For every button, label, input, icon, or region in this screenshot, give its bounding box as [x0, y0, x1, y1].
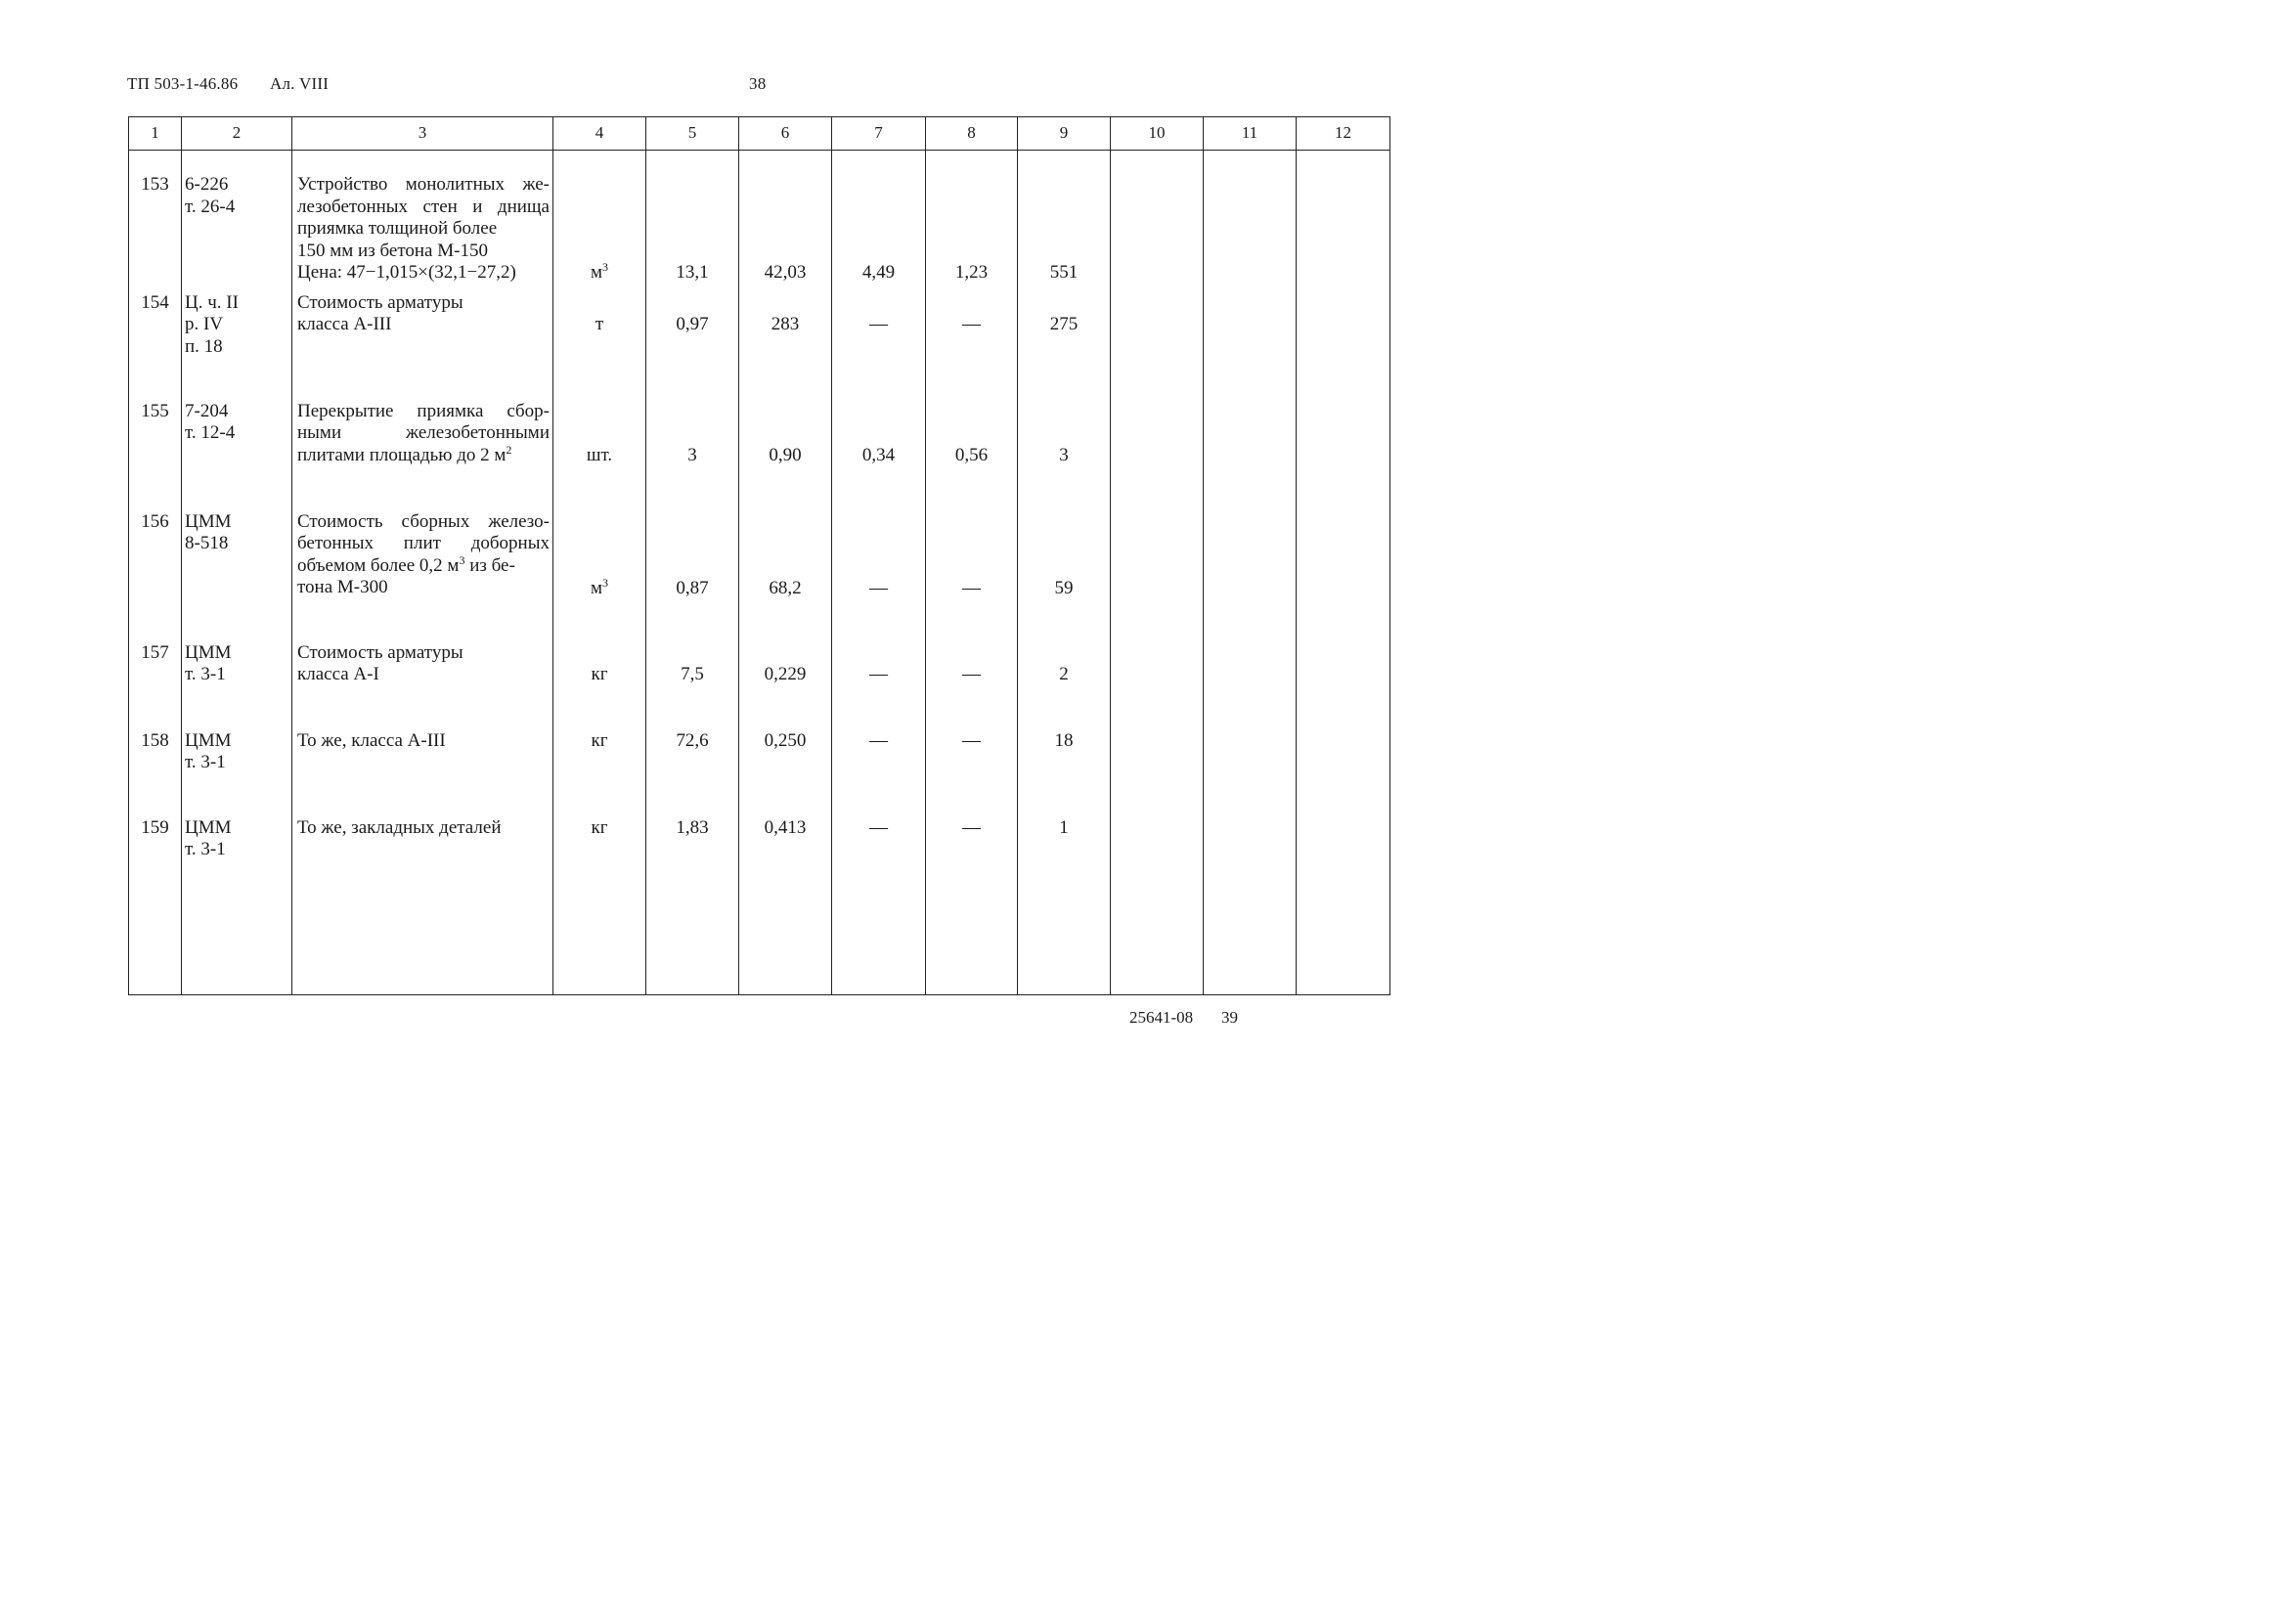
description-line — [297, 442, 550, 467]
description-line: Стоимость арматуры — [297, 641, 463, 663]
empty-cell — [1204, 151, 1297, 292]
album-label: Ал. VIII — [270, 74, 330, 93]
price-reference — [182, 151, 292, 292]
description-text: из бе- — [464, 554, 515, 576]
quantity: 0,87 — [646, 511, 739, 642]
unit-price: 0,90 — [739, 401, 832, 511]
unit: кг — [553, 817, 646, 995]
empty-cell — [1204, 730, 1297, 817]
unit-exponent: 3 — [602, 575, 609, 590]
column-header-7: 7 — [832, 117, 926, 151]
price-reference-line: р. IV — [185, 314, 224, 334]
wages: — — [832, 642, 926, 730]
price-reference-line: т. 12-4 — [185, 422, 236, 443]
description-line: лезобетонных стен и днища — [297, 196, 550, 217]
description-line: То же, закладных деталей — [297, 816, 502, 838]
unit: м — [590, 577, 603, 598]
row-number: 159 — [129, 817, 182, 995]
document-code: ТП 503-1-46.86 — [127, 74, 239, 93]
column-header-8: 8 — [926, 117, 1018, 151]
column-header-6: 6 — [739, 117, 832, 151]
unit: шт. — [553, 401, 646, 511]
description-line: Стоимость сборных железо- — [297, 510, 550, 532]
price-reference-line: 6-226 — [185, 174, 229, 195]
total-cost: 551 — [1018, 151, 1111, 292]
column-header-2: 2 — [182, 117, 292, 151]
price-reference-line: ЦММ — [185, 510, 232, 532]
price-reference — [182, 511, 292, 642]
price-reference — [182, 730, 292, 817]
column-header-11: 11 — [1204, 117, 1297, 151]
description-line: приямка толщиной более — [297, 218, 498, 239]
machine-cost: 0,56 — [926, 401, 1018, 511]
unit-price: 0,413 — [739, 817, 832, 995]
machine-cost: — — [926, 292, 1018, 401]
price-reference-line: т. 3-1 — [185, 664, 226, 684]
total-cost: 1 — [1018, 817, 1111, 995]
empty-cell — [1111, 642, 1204, 730]
column-header-1: 1 — [129, 117, 182, 151]
footer-page-number: 39 — [1221, 1008, 1238, 1027]
quantity: 3 — [646, 401, 739, 511]
page-number: 38 — [749, 74, 767, 93]
empty-cell — [1297, 401, 1390, 511]
unit-exponent: 3 — [602, 260, 609, 274]
total-cost: 59 — [1018, 511, 1111, 642]
machine-cost: — — [926, 511, 1018, 642]
work-description — [292, 511, 553, 642]
table-row — [129, 642, 1390, 730]
empty-cell — [1111, 401, 1204, 511]
area-exponent: 2 — [506, 442, 512, 457]
row-number: 157 — [129, 642, 182, 730]
work-description — [292, 730, 553, 817]
column-header-4: 4 — [553, 117, 646, 151]
unit-price: 0,229 — [739, 642, 832, 730]
unit: т — [553, 292, 646, 401]
total-cost: 18 — [1018, 730, 1111, 817]
total-cost: 3 — [1018, 401, 1111, 511]
volume-exponent: 3 — [459, 552, 465, 567]
unit-price: 42,03 — [739, 151, 832, 292]
description-line: класса А-I — [297, 664, 379, 684]
description-line: бетонных плит доборных — [297, 533, 550, 553]
price-reference-line: ЦММ — [185, 729, 232, 751]
price-reference-line: т. 3-1 — [185, 839, 226, 859]
column-header-3: 3 — [292, 117, 553, 151]
price-reference — [182, 292, 292, 401]
empty-cell — [1111, 151, 1204, 292]
empty-cell — [1111, 730, 1204, 817]
column-header-5: 5 — [646, 117, 739, 151]
description-line: Устройство монолитных же- — [297, 174, 550, 195]
unit: м — [590, 262, 603, 283]
table-row — [129, 817, 1390, 995]
machine-cost: — — [926, 817, 1018, 995]
table-row — [129, 401, 1390, 511]
price-reference-line: Ц. ч. II — [185, 291, 239, 313]
description-text: объемом более 0,2 м — [297, 554, 460, 576]
column-number-row — [129, 117, 1390, 151]
work-description — [292, 817, 553, 995]
estimate-table — [128, 116, 1390, 995]
total-cost: 275 — [1018, 292, 1111, 401]
column-header-10: 10 — [1111, 117, 1204, 151]
row-number: 158 — [129, 730, 182, 817]
description-text: плитами площадью до 2 м — [297, 444, 507, 465]
machine-cost: — — [926, 642, 1018, 730]
price-reference-line: 7-204 — [185, 400, 229, 421]
empty-cell — [1297, 151, 1390, 292]
quantity: 72,6 — [646, 730, 739, 817]
price-reference-line: т. 3-1 — [185, 752, 226, 772]
description-line: Перекрытие приямка сбор- — [297, 400, 550, 421]
wages: — — [832, 730, 926, 817]
unit-price: 283 — [739, 292, 832, 401]
empty-cell — [1204, 401, 1297, 511]
empty-cell — [1204, 817, 1297, 995]
empty-cell — [1111, 511, 1204, 642]
empty-cell — [1111, 817, 1204, 995]
work-description — [292, 151, 553, 292]
price-reference — [182, 401, 292, 511]
price-reference-line: т. 26-4 — [185, 196, 236, 217]
price-reference — [182, 642, 292, 730]
unit-cell — [553, 151, 646, 292]
row-number: 154 — [129, 292, 182, 401]
empty-cell — [1204, 292, 1297, 401]
quantity: 7,5 — [646, 642, 739, 730]
quantity: 13,1 — [646, 151, 739, 292]
wages: 4,49 — [832, 151, 926, 292]
table-row — [129, 730, 1390, 817]
price-reference-line: ЦММ — [185, 816, 232, 838]
price-reference — [182, 817, 292, 995]
wages: 0,34 — [832, 401, 926, 511]
quantity: 0,97 — [646, 292, 739, 401]
description-line: тона М-300 — [297, 577, 388, 597]
unit-price: 0,250 — [739, 730, 832, 817]
wages: — — [832, 817, 926, 995]
empty-cell — [1204, 511, 1297, 642]
table-row — [129, 511, 1390, 642]
description-line — [297, 552, 550, 578]
empty-cell — [1204, 642, 1297, 730]
row-number: 153 — [129, 151, 182, 292]
unit: кг — [553, 730, 646, 817]
total-cost: 2 — [1018, 642, 1111, 730]
wages: — — [832, 511, 926, 642]
unit-cell — [553, 511, 646, 642]
description-line: ными железобетонными — [297, 422, 550, 443]
row-number: 155 — [129, 401, 182, 511]
description-line: То же, класса А-III — [297, 729, 446, 751]
table-row — [129, 292, 1390, 401]
work-description — [292, 401, 553, 511]
empty-cell — [1111, 292, 1204, 401]
empty-cell — [1297, 511, 1390, 642]
work-description — [292, 292, 553, 401]
empty-cell — [1297, 817, 1390, 995]
unit: кг — [553, 642, 646, 730]
machine-cost: 1,23 — [926, 151, 1018, 292]
unit-price: 68,2 — [739, 511, 832, 642]
description-line: Цена: 47−1,015×(32,1−27,2) — [297, 262, 516, 283]
machine-cost: — — [926, 730, 1018, 817]
price-reference-line: ЦММ — [185, 641, 232, 663]
description-line: класса А-III — [297, 314, 392, 334]
wages: — — [832, 292, 926, 401]
price-reference-line: п. 18 — [185, 335, 223, 357]
quantity: 1,83 — [646, 817, 739, 995]
row-number: 156 — [129, 511, 182, 642]
column-header-9: 9 — [1018, 117, 1111, 151]
empty-cell — [1297, 730, 1390, 817]
empty-cell — [1297, 642, 1390, 730]
description-line: 150 мм из бетона М-150 — [297, 240, 488, 261]
work-description — [292, 642, 553, 730]
table-row — [129, 151, 1390, 292]
empty-cell — [1297, 292, 1390, 401]
footer-document-number: 25641-08 — [1129, 1008, 1194, 1027]
column-header-12: 12 — [1297, 117, 1390, 151]
description-line: Стоимость арматуры — [297, 291, 463, 313]
price-reference-line: 8-518 — [185, 533, 229, 553]
